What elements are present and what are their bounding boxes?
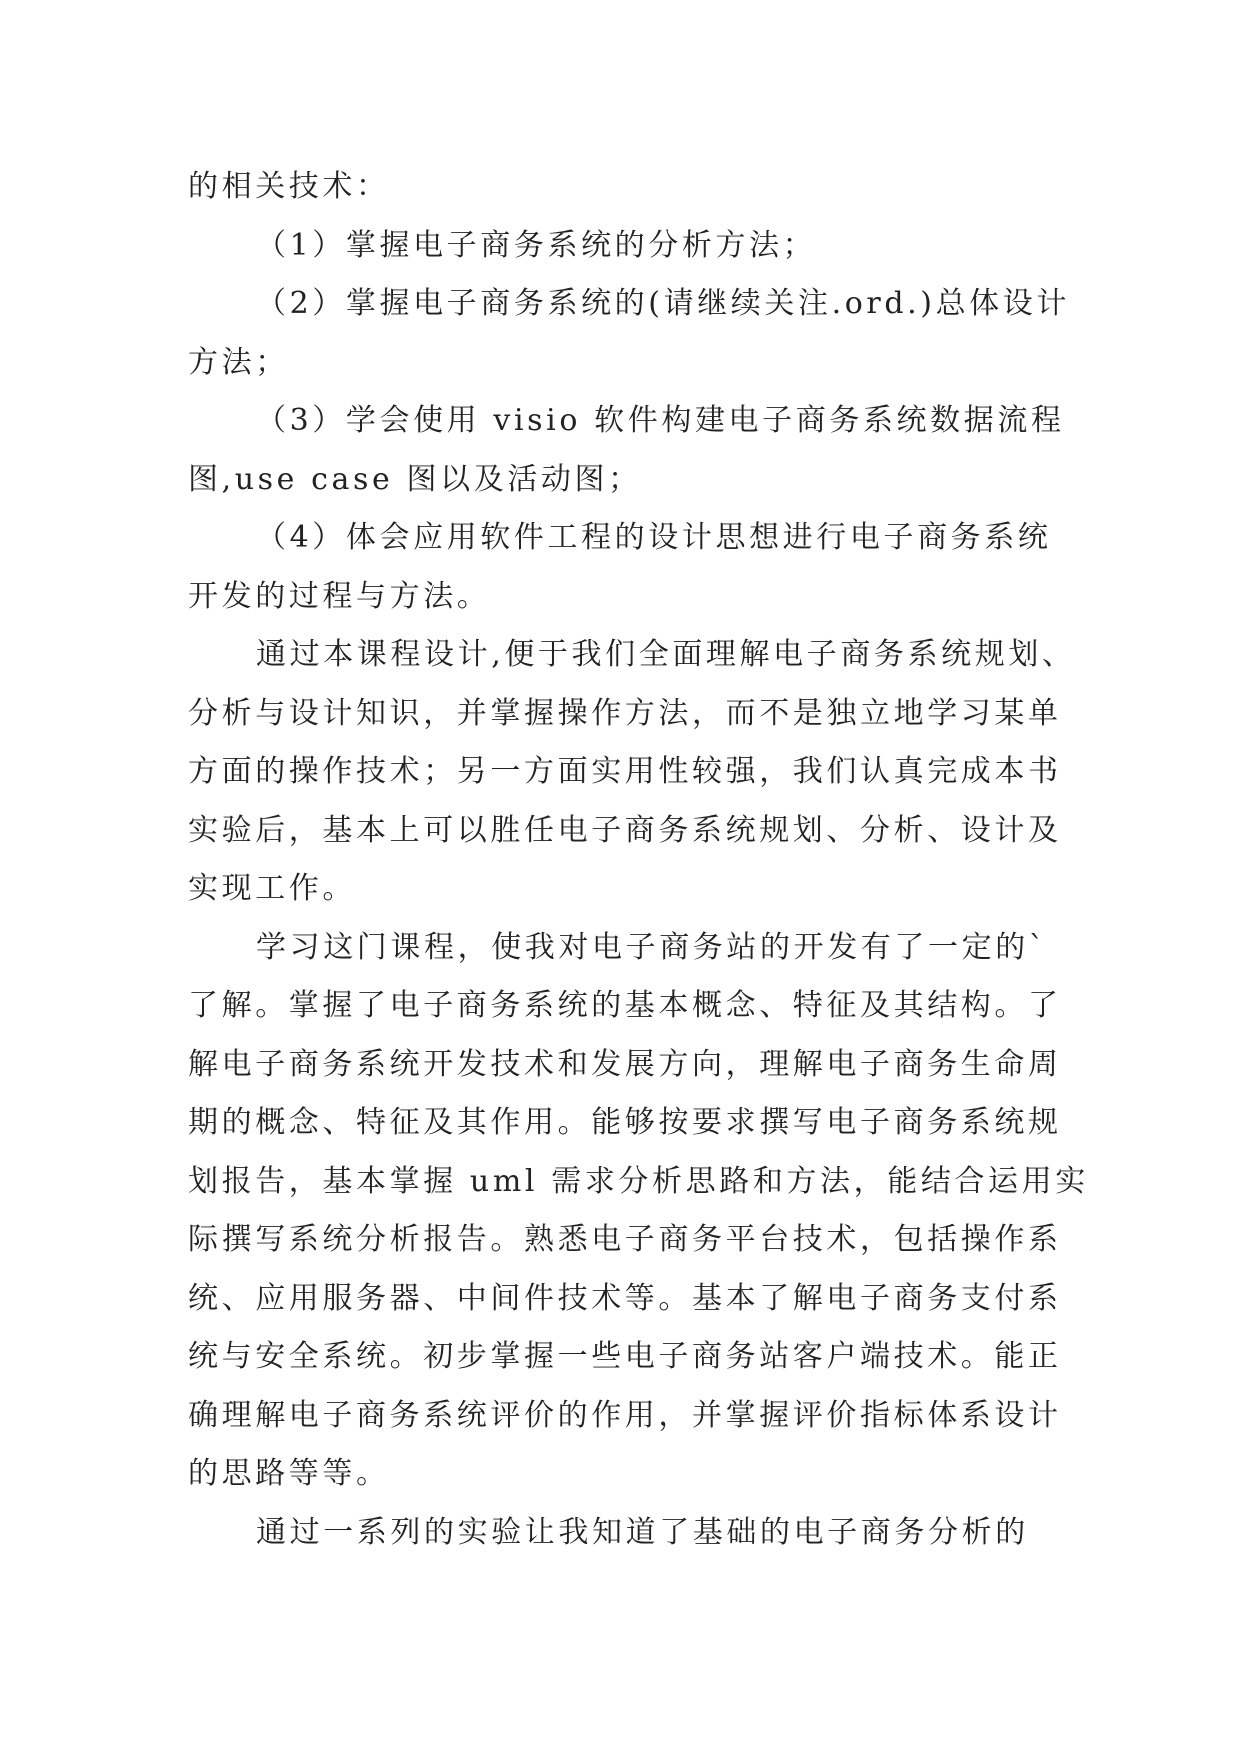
text-line: 解电子商务系统开发技术和发展方向，理解电子商务生命周 [188,1046,1062,1082]
text-line: 期的概念、特征及其作用。能够按要求撰写电子商务系统规 [188,1105,1062,1140]
document-body [188,158,1089,1562]
text-line: 开发的过程与方法。 [188,578,491,614]
text-line: 分析与设计知识，并掌握操作方法，而不是独立地学习某单 [188,695,1062,731]
text-line: 的思路等等。 [188,1456,390,1491]
text-line: （3）学会使用 visio 软件构建电子商务系统数据流程 [256,403,1065,438]
text-line: 际撰写系统分析报告。熟悉电子商务平台技术，包括操作系 [188,1222,1062,1257]
text-line: 方面的操作技术；另一方面实用性较强，我们认真完成本书 [188,754,1062,789]
text-line: （2）掌握电子商务系统的(请继续关注.ord.)总体设计 [256,286,1070,321]
text-line: （1）掌握电子商务系统的分析方法； [256,227,817,263]
text-line: 统、应用服务器、中间件技术等。基本了解电子商务支付系 [188,1280,1062,1316]
text-line: 确理解电子商务系统评价的作用，并掌握评价指标体系设计 [188,1397,1062,1433]
text-line: 实现工作。 [188,871,356,906]
text-line: 划报告，基本掌握 uml 需求分析思路和方法，能结合运用实 [188,1163,1089,1199]
text-line: 的相关技术： [188,169,390,204]
text-line: 方法； [188,344,289,380]
text-line: 实验后，基本上可以胜任电子商务系统规划、分析、设计及 [188,812,1062,848]
text-line: 图,use case 图以及活动图； [188,461,642,497]
text-line: 通过一系列的实验让我知道了基础的电子商务分析的 [256,1514,1029,1550]
text-line: 统与安全系统。初步掌握一些电子商务站客户端技术。能正 [188,1339,1062,1374]
text-line: 了解。掌握了电子商务系统的基本概念、特征及其结构。了 [188,988,1062,1023]
text-line: （4）体会应用软件工程的设计思想进行电子商务系统 [256,520,1052,555]
text-line: 通过本课程设计,便于我们全面理解电子商务系统规划、 [256,637,1076,672]
text-line: 学习这门课程，使我对电子商务站的开发有了一定的` [256,929,1048,965]
